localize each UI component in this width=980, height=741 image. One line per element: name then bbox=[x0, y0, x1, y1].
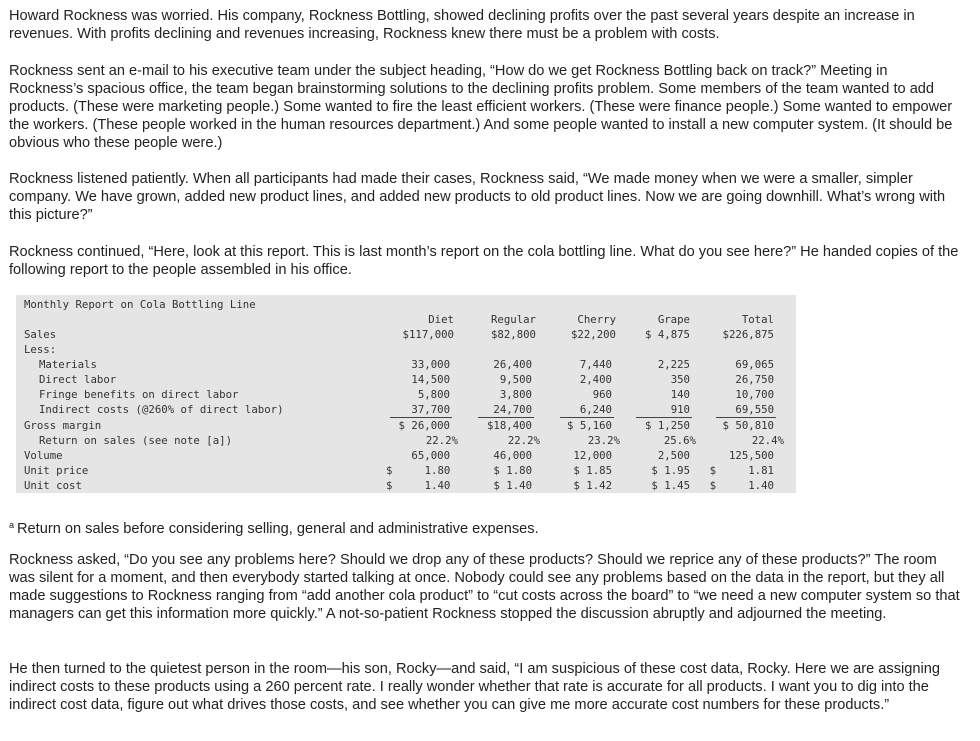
cell: $ 1.40 bbox=[386, 479, 451, 492]
row-label-unit-price: Unit price bbox=[24, 464, 89, 477]
cell: 910 bbox=[670, 403, 690, 416]
cell: 69,065 bbox=[735, 358, 774, 371]
cell: 23.2% bbox=[587, 434, 620, 447]
cell: $ 1.40 bbox=[493, 479, 532, 492]
cell: 37,700 bbox=[411, 403, 450, 416]
cell: 6,240 bbox=[579, 403, 612, 416]
cell: $ 5,160 bbox=[566, 419, 612, 432]
footnote-marker: a bbox=[9, 520, 15, 530]
cell: $ 1.40 bbox=[709, 479, 774, 492]
cell: $ 4,875 bbox=[644, 328, 690, 341]
cell: 69,550 bbox=[735, 403, 774, 416]
cell: $ 1.42 bbox=[573, 479, 612, 492]
cell: 3,800 bbox=[499, 388, 532, 401]
cell: 960 bbox=[592, 388, 612, 401]
report-footnote bbox=[9, 516, 539, 538]
cell: 26,400 bbox=[493, 358, 532, 371]
row-label-indirect: Indirect costs (@260% of direct labor) bbox=[39, 403, 284, 416]
subtotal-rule bbox=[716, 417, 776, 418]
cell: 24,700 bbox=[493, 403, 532, 416]
footnote-text: Return on sales before considering selling, general and administrative expenses. bbox=[17, 521, 539, 537]
col-header-regular: Regular bbox=[490, 313, 536, 326]
cell: $ 1.80 bbox=[386, 464, 451, 477]
cell: 2,500 bbox=[657, 449, 690, 462]
cell: $ 1.80 bbox=[493, 464, 532, 477]
cell: $ 1.95 bbox=[651, 464, 690, 477]
reaction-paragraph: Rockness asked, “Do you see any problems here? Should we drop any of these products? Should we reprice any of these products?” The room was silent for a moment, and then everybody started talking at once. Nobody could see any problems based on the data in the report, but they all made suggestions to Rockness ranging from “add another cola product” to “cut costs across the board” to “we need a new computer system so that managers can get this information more quickly.” A not-so-patient Rockness stopped the discussion abruptly and adjourned the meeting. bbox=[9, 552, 960, 622]
row-label-gross-margin: Gross margin bbox=[24, 419, 102, 432]
row-label-unit-cost: Unit cost bbox=[24, 479, 82, 492]
row-label-materials: Materials bbox=[39, 358, 97, 371]
cell: 22.4% bbox=[751, 434, 784, 447]
subtotal-rule bbox=[478, 417, 534, 418]
cell: 14,500 bbox=[411, 373, 450, 386]
intro-paragraph: Howard Rockness was worried. His company, Rockness Bottling, showed declining profits over the past several years despite an increase in revenues. With profits declining and revenues increasing, Rockness knew there must be a problem with costs. bbox=[9, 8, 915, 42]
cell: $ 1,250 bbox=[644, 419, 690, 432]
cell: 9,500 bbox=[499, 373, 532, 386]
cell: 22.2% bbox=[425, 434, 458, 447]
cell: 125,500 bbox=[728, 449, 774, 462]
cell: 22.2% bbox=[507, 434, 540, 447]
closing-paragraph: He then turned to the quietest person in the room—his son, Rocky—and said, “I am suspicious of these cost data, Rocky. Here we are assigning indirect costs to these products using a 260 percent rate. I really wonder whether that rate is accurate for all products. I want you to dig into the indirect cost data, figure out what drives those costs, and see whether you can give me more accurate cost numbers for these products.” bbox=[9, 661, 940, 713]
cell: 7,440 bbox=[579, 358, 612, 371]
cell: 12,000 bbox=[573, 449, 612, 462]
cell: $226,875 bbox=[722, 328, 774, 341]
row-label-ros: Return on sales (see note [a]) bbox=[39, 434, 233, 447]
cell: $ 1.85 bbox=[573, 464, 612, 477]
cell: $ 26,000 bbox=[398, 419, 450, 432]
row-label-fringe: Fringe benefits on direct labor bbox=[39, 388, 239, 401]
cell: 25.6% bbox=[663, 434, 696, 447]
row-label-less: Less: bbox=[24, 343, 57, 356]
cell: $117,000 bbox=[402, 328, 454, 341]
cell: 65,000 bbox=[411, 449, 450, 462]
cell: 26,750 bbox=[735, 373, 774, 386]
meeting-paragraph: Rockness sent an e-mail to his executive team under the subject heading, “How do we get Rockness Bottling back on track?” Meeting in Rockness’s spacious office, the team began brainstorming solutions to the declining profits problem. Some members of the team wanted to add products. (These were marketing people.) Some wanted to fire the least efficient workers. (These were finance people.) Some wanted to empower the workers. (These people worked in the human resources department.) And some people wanted to install a new computer system. (It should be obvious who these people were.) bbox=[9, 63, 953, 151]
cell: $18,400 bbox=[486, 419, 532, 432]
cell: 33,000 bbox=[411, 358, 450, 371]
report-intro-paragraph: Rockness continued, “Here, look at this report. This is last month’s report on the cola bottling line. What do you see here?” He handed copies of the following report to the people assembled in his office. bbox=[9, 244, 959, 278]
subtotal-rule bbox=[560, 417, 614, 418]
row-label-direct-labor: Direct labor bbox=[39, 373, 117, 386]
cola-bottling-report bbox=[16, 295, 796, 493]
cell: 350 bbox=[670, 373, 690, 386]
row-label-volume: Volume bbox=[24, 449, 63, 462]
col-header-cherry: Cherry bbox=[577, 313, 616, 326]
cell: $82,800 bbox=[490, 328, 536, 341]
cell: $22,200 bbox=[570, 328, 616, 341]
cell: 46,000 bbox=[493, 449, 532, 462]
cell: $ 1.81 bbox=[709, 464, 774, 477]
cell: 5,800 bbox=[417, 388, 450, 401]
col-header-diet: Diet bbox=[428, 313, 454, 326]
cell: $ 50,810 bbox=[722, 419, 774, 432]
col-header-total: Total bbox=[741, 313, 774, 326]
row-label-sales: Sales bbox=[24, 328, 57, 341]
subtotal-rule bbox=[390, 417, 452, 418]
cell: $ 1.45 bbox=[651, 479, 690, 492]
subtotal-rule bbox=[636, 417, 692, 418]
cell: 10,700 bbox=[735, 388, 774, 401]
report-title: Monthly Report on Cola Bottling Line bbox=[24, 298, 256, 311]
cell: 140 bbox=[670, 388, 690, 401]
cell: 2,225 bbox=[657, 358, 690, 371]
col-header-grape: Grape bbox=[657, 313, 690, 326]
response-paragraph: Rockness listened patiently. When all participants had made their cases, Rockness said, “We made money when we were a smaller, simpler company. We have grown, added new product lines, and added new products to old product lines. Now we are going downhill. What’s wrong with this picture?” bbox=[9, 171, 946, 223]
cell: 2,400 bbox=[579, 373, 612, 386]
